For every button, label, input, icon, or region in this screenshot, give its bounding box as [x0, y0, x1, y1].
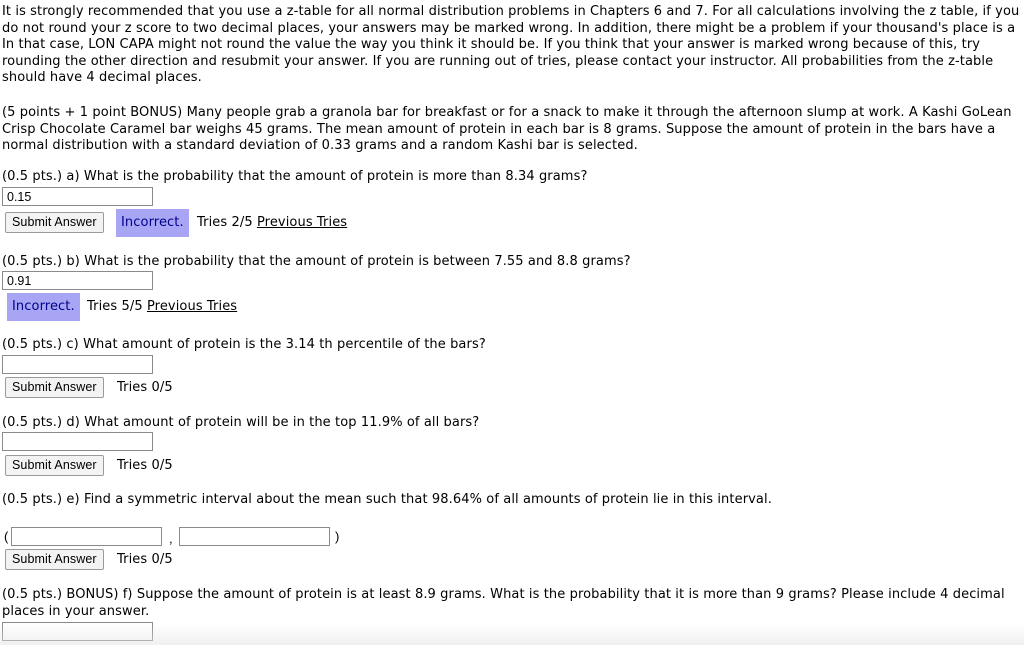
problem-statement [2, 105, 1012, 155]
part-a-status-badge: Incorrect. [116, 209, 189, 237]
problem-line: Crisp Chocolate Caramel bar weighs 45 grams. The mean amount of protein in each bar is 8 grams. Suppose the amount of protein in the bars have a [2, 121, 996, 137]
part-c-tries: Tries 0/5 [117, 380, 173, 395]
interval-open-paren: ( [4, 529, 9, 544]
part-b-tries [87, 299, 237, 314]
part-a-answer-input[interactable] [2, 187, 153, 206]
part-a-tries [197, 215, 347, 230]
part-f-question [2, 587, 1005, 620]
part-e-upper-bound-input[interactable] [179, 527, 330, 546]
instructions-paragraph [2, 4, 1019, 87]
instructions-line: rounding the other direction and resubmit your answer. If you are running out of tries, please contact your instructor. All probabilities from the z-table [2, 53, 994, 69]
problem-line: (5 points + 1 point BONUS) Many people grab a granola bar for breakfast or for a snack to make it through the afternoon slump at work. A Kashi GoLean [2, 105, 1012, 120]
part-e-submit-button[interactable]: Submit Answer [5, 549, 104, 570]
instructions-line: do not round your z score to two decimal places, your answers may be marked wrong. In addition, there might be a problem if your thousand's place is a [2, 20, 1016, 36]
part-d-answer-input[interactable] [2, 432, 153, 451]
part-a-tries-count: Tries 2/5 [197, 215, 253, 230]
part-f-answer-input[interactable] [2, 622, 153, 641]
part-a-question: (0.5 pts.) a) What is the probability that the amount of protein is more than 8.34 grams? [2, 169, 588, 184]
part-a-previous-tries-link[interactable]: Previous Tries [256, 215, 348, 230]
problem-line: normal distribution with a standard deviation of 0.33 grams and a random Kashi bar is selected. [2, 138, 638, 153]
part-b-answer-input[interactable] [2, 271, 153, 290]
part-f-question-line: places in your answer. [2, 603, 150, 619]
part-a-submit-button[interactable]: Submit Answer [5, 212, 104, 233]
part-c-submit-button[interactable]: Submit Answer [5, 377, 104, 398]
interval-close-paren: ) [335, 529, 340, 544]
part-d-tries: Tries 0/5 [117, 458, 173, 473]
part-c-answer-input[interactable] [2, 355, 153, 374]
bottom-shadow [0, 623, 1024, 645]
part-e-lower-bound-input[interactable] [11, 527, 162, 546]
part-d-submit-button[interactable]: Submit Answer [5, 455, 104, 476]
part-e-question: (0.5 pts.) e) Find a symmetric interval about the mean such that 98.64% of all amounts of protein lie in this interval. [2, 492, 772, 507]
instructions-line: should have 4 decimal places. [2, 70, 202, 85]
part-b-status-badge: Incorrect. [7, 293, 80, 321]
instructions-line: In that case, LON CAPA might not round the value the way you think it should be. If you think that your answer is marked wrong because of this, try [2, 37, 981, 52]
instructions-line: It is strongly recommended that you use a z-table for all normal distribution problems in Chapters 6 and 7. For all calculations involving the z table, if you [2, 4, 1020, 19]
part-b-previous-tries-link[interactable]: Previous Tries [146, 299, 238, 314]
part-f-question-line: (0.5 pts.) BONUS) f) Suppose the amount of protein is at least 8.9 grams. What is the probability that it is more than 9 grams? Please include 4 decimal [2, 587, 1005, 602]
part-e-tries: Tries 0/5 [117, 552, 173, 567]
part-b-question: (0.5 pts.) b) What is the probability that the amount of protein is between 7.55 and 8.8 grams? [2, 254, 631, 269]
part-d-question: (0.5 pts.) d) What amount of protein will be in the top 11.9% of all bars? [2, 415, 480, 430]
part-c-question: (0.5 pts.) c) What amount of protein is the 3.14 th percentile of the bars? [2, 337, 486, 352]
interval-comma: , [169, 531, 173, 546]
part-b-tries-count: Tries 5/5 [87, 299, 143, 314]
